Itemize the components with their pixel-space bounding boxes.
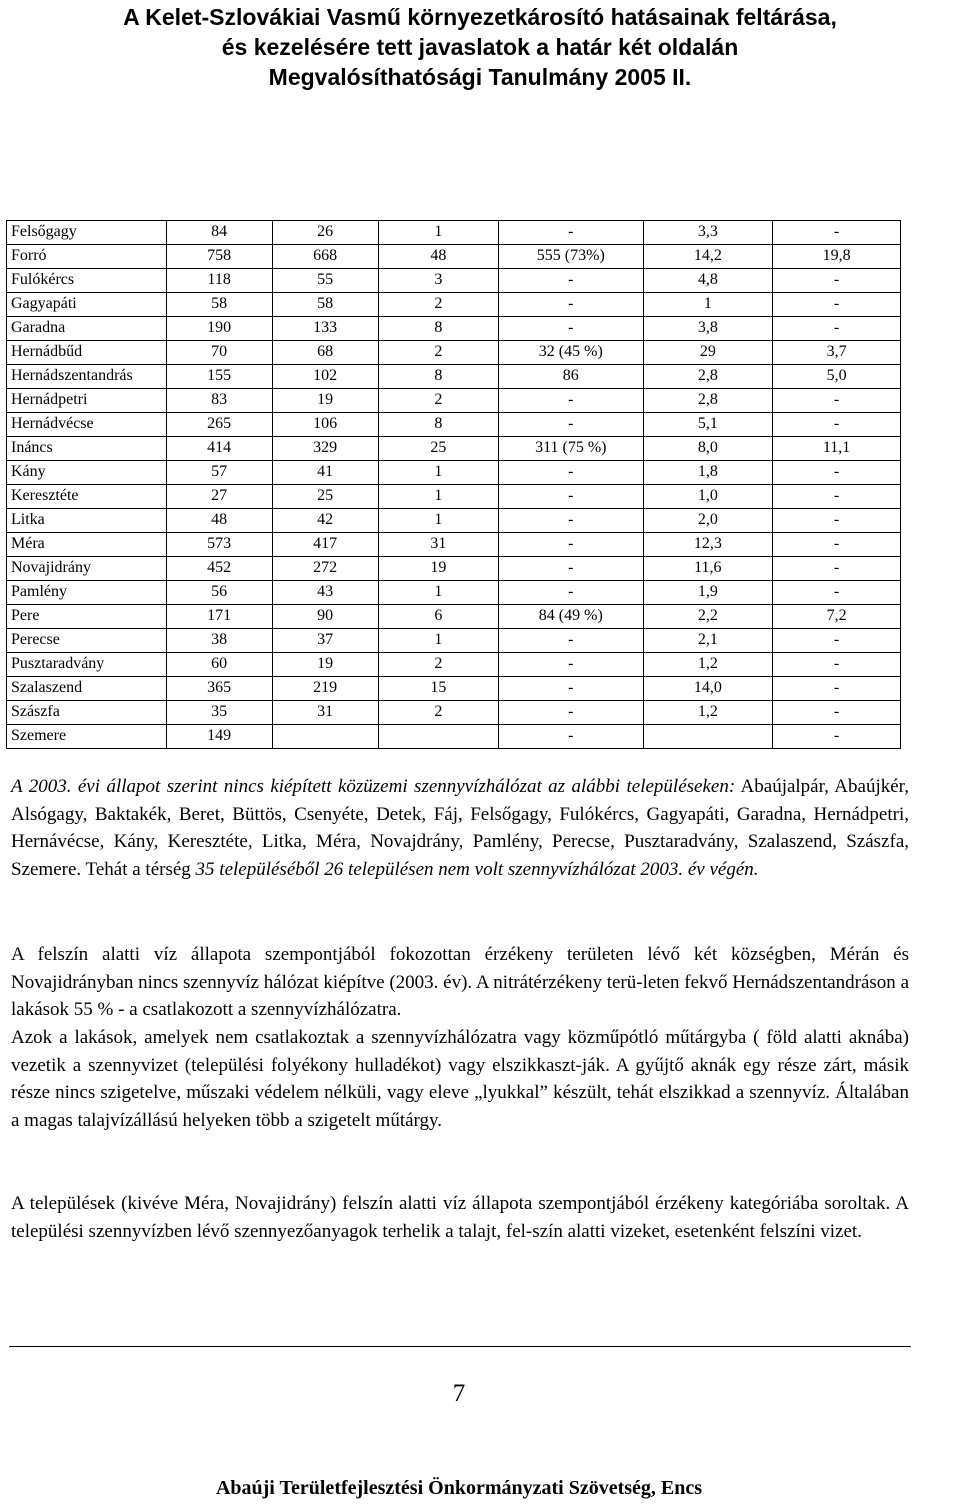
table-cell: 14,2 [643, 245, 773, 269]
settlement-name-cell: Pamlény [7, 581, 167, 605]
table-row [7, 485, 901, 509]
table-cell: - [499, 677, 643, 701]
table-cell: - [773, 653, 901, 677]
table-row [7, 581, 901, 605]
table-cell: 14,0 [643, 677, 773, 701]
table-cell: 19 [272, 389, 378, 413]
table-cell: 29 [643, 341, 773, 365]
table-cell: - [499, 485, 643, 509]
settlement-name-cell: Szemere [7, 725, 167, 749]
table-cell: - [773, 629, 901, 653]
paragraph-3 [11, 1024, 909, 1134]
table-row [7, 605, 901, 629]
table-row [7, 293, 901, 317]
table-cell: 3,7 [773, 341, 901, 365]
document-footer: Abaúji Területfejlesztési Önkormányzati Szövetség, Encs [215, 1477, 703, 1499]
header-line-1: A Kelet-Szlovákiai Vasmű környezetkárosító hatásainak feltárása, [123, 4, 837, 30]
paragraph-4-text: A települések (kivéve Méra, Novajidrány) felszín alatti víz állapota szempontjából érzékeny kategóriába soroltak. A települési szennyvízben lévő szennyezőanyagok terhelik a talajt, fel-szín alatti vizeket, esetenként felszíni vizet. [11, 1193, 909, 1242]
table-cell: 7,2 [773, 605, 901, 629]
table-row [7, 341, 901, 365]
table-cell: 758 [166, 245, 272, 269]
table-cell: 3 [378, 269, 498, 293]
table-cell: 19,8 [773, 245, 901, 269]
settlement-name-cell: Hernádpetri [7, 389, 167, 413]
table-cell: 55 [272, 269, 378, 293]
table-cell: 118 [166, 269, 272, 293]
table-cell: 265 [166, 413, 272, 437]
table-cell: 555 (73%) [499, 245, 643, 269]
settlement-name-cell: Pusztaradvány [7, 653, 167, 677]
table-cell: 1 [378, 485, 498, 509]
table-cell: 41 [272, 461, 378, 485]
table-cell: 1,9 [643, 581, 773, 605]
table-cell: - [499, 629, 643, 653]
table-cell: 1 [643, 293, 773, 317]
table-cell: 15 [378, 677, 498, 701]
table-cell: - [499, 413, 643, 437]
settlement-name-cell: Felsőgagy [7, 221, 167, 245]
paragraph-4 [11, 1190, 909, 1245]
table-cell: 19 [378, 557, 498, 581]
table-row [7, 221, 901, 245]
table-cell: - [499, 461, 643, 485]
table-cell: - [499, 725, 643, 749]
settlement-name-cell: Litka [7, 509, 167, 533]
table-cell: 2,0 [643, 509, 773, 533]
table-cell: 414 [166, 437, 272, 461]
table-cell: 102 [272, 365, 378, 389]
table-cell: 5,1 [643, 413, 773, 437]
table-cell: 2 [378, 293, 498, 317]
table-row [7, 437, 901, 461]
table-cell: - [773, 317, 901, 341]
settlement-name-cell: Kány [7, 461, 167, 485]
table-cell: 25 [378, 437, 498, 461]
table-cell: 43 [272, 581, 378, 605]
table-cell: 1,8 [643, 461, 773, 485]
table-cell: 3,3 [643, 221, 773, 245]
table-cell: 2,8 [643, 389, 773, 413]
table-cell: 48 [166, 509, 272, 533]
settlement-name-cell: Novajidrány [7, 557, 167, 581]
paragraph-3-text: Azok a lakások, amelyek nem csatlakoztak a szennyvízhálózatra vagy közműpótló műtárgyba ( föld alatti aknába) vezetik a szennyvizet (települési folyékony hulladékot) vagy elszikkaszt-ják. A gyűjtő aknák egy része zárt, másik része nincs szigetelve, műszaki védelem nélküli, vagy eleve „lyukkal” készült, tehát elszikkad a szennyvíz. Általában a magas talajvízállású helyeken több a szigetelt műtárgy. [11, 1027, 909, 1131]
table-cell: 86 [499, 365, 643, 389]
table-cell: 2,8 [643, 365, 773, 389]
table-cell: - [499, 269, 643, 293]
table-cell: 1 [378, 581, 498, 605]
settlement-name-cell: Garadna [7, 317, 167, 341]
table-cell: 27 [166, 485, 272, 509]
table-cell: 5,0 [773, 365, 901, 389]
table-row [7, 389, 901, 413]
settlement-table [6, 220, 901, 749]
table-cell: - [773, 677, 901, 701]
settlement-name-cell: Szalaszend [7, 677, 167, 701]
settlement-name-cell: Pere [7, 605, 167, 629]
table-cell: 57 [166, 461, 272, 485]
table-cell: - [773, 293, 901, 317]
table-cell: 2 [378, 389, 498, 413]
table-cell: - [499, 533, 643, 557]
header-line-2: és kezelésére tett javaslatok a határ két oldalán [221, 34, 739, 60]
table-cell: 56 [166, 581, 272, 605]
table-cell: 1 [378, 509, 498, 533]
table-cell: 133 [272, 317, 378, 341]
table-row [7, 365, 901, 389]
table-cell: 70 [166, 341, 272, 365]
table-cell: - [499, 701, 643, 725]
table-cell: 1 [378, 629, 498, 653]
table-cell: - [773, 557, 901, 581]
paragraph-1-intro: A 2003. évi állapot szerint nincs kiépített közüzemi szennyvízhálózat az alábbi településeken: [11, 776, 736, 797]
table-cell: 2 [378, 653, 498, 677]
table-row [7, 269, 901, 293]
table-cell: 190 [166, 317, 272, 341]
table-cell: 106 [272, 413, 378, 437]
table-cell [272, 725, 378, 749]
table-cell: 35 [166, 701, 272, 725]
table-row [7, 245, 901, 269]
table-cell: 8 [378, 413, 498, 437]
table-cell: 11,1 [773, 437, 901, 461]
table-cell: 38 [166, 629, 272, 653]
settlement-name-cell: Hernádbűd [7, 341, 167, 365]
table-cell: - [499, 221, 643, 245]
table-cell: - [773, 509, 901, 533]
table-cell: 171 [166, 605, 272, 629]
table-cell: 272 [272, 557, 378, 581]
paragraph-2-text: A felszín alatti víz állapota szempontjából fokozottan érzékeny területen lévő két községben, Mérán és Novajidrányban nincs szennyvíz hálózat kiépítve (2003. év). A nitrátérzékeny terü-leten fekvő Hernádszentandráson a lakások 55 % - a csatlakozott a szennyvízhálózatra. [11, 944, 909, 1020]
table-cell: 42 [272, 509, 378, 533]
table-cell: - [773, 701, 901, 725]
table-cell: - [773, 413, 901, 437]
table-cell: - [773, 221, 901, 245]
table-cell: - [773, 581, 901, 605]
table-cell: 19 [272, 653, 378, 677]
settlement-name-cell: Hernádszentandrás [7, 365, 167, 389]
table-cell: 84 [166, 221, 272, 245]
table-cell: 68 [272, 341, 378, 365]
settlement-name-cell: Keresztéte [7, 485, 167, 509]
table-row [7, 677, 901, 701]
table-cell: 37 [272, 629, 378, 653]
table-cell: 48 [378, 245, 498, 269]
settlement-name-cell: Forró [7, 245, 167, 269]
header-line-3: Megvalósíthatósági Tanulmány 2005 II. [268, 64, 692, 90]
table-cell: 1 [378, 221, 498, 245]
table-cell: 83 [166, 389, 272, 413]
table-cell: 58 [272, 293, 378, 317]
table-cell: 1,0 [643, 485, 773, 509]
page-number: 7 [452, 1380, 466, 1407]
table-row [7, 461, 901, 485]
table-cell: - [773, 725, 901, 749]
table-cell: 4,8 [643, 269, 773, 293]
table-cell: 155 [166, 365, 272, 389]
table-cell [378, 725, 498, 749]
table-cell: 219 [272, 677, 378, 701]
table-cell: 2,1 [643, 629, 773, 653]
table-cell: 32 (45 %) [499, 341, 643, 365]
table-row [7, 629, 901, 653]
table-row [7, 725, 901, 749]
paragraph-1-list: Abaújalpár, Abaújkér, Alsógagy, Baktakék, Beret, Büttös, Csenyéte, Detek, Fáj, Felsőgagy, Fulókércs, Gagyapáti, Garadna, Hernádpetri, Hernávécse, Kány, Keresztéte, Litka, Méra, Novajdrány, Pamlény, Perecse, Pusztaradvány, Szalaszend, Szászfa, Szemere. Tehát a térség [11, 776, 909, 880]
table-row [7, 413, 901, 437]
paragraph-2 [11, 941, 909, 1024]
table-cell: 8 [378, 317, 498, 341]
table-row [7, 533, 901, 557]
table-cell: 2,2 [643, 605, 773, 629]
footer-divider [9, 1346, 911, 1347]
table-cell: 452 [166, 557, 272, 581]
table-cell: - [773, 533, 901, 557]
table-cell: 31 [272, 701, 378, 725]
table-cell: 3,8 [643, 317, 773, 341]
paragraph-1 [11, 773, 909, 883]
table-cell: 329 [272, 437, 378, 461]
settlement-name-cell: Méra [7, 533, 167, 557]
table-cell: - [499, 293, 643, 317]
table-cell: 149 [166, 725, 272, 749]
table-cell: 1,2 [643, 701, 773, 725]
table-cell: 90 [272, 605, 378, 629]
table-row [7, 653, 901, 677]
table-cell: - [773, 389, 901, 413]
settlement-name-cell: Hernádvécse [7, 413, 167, 437]
table-cell: - [773, 269, 901, 293]
table-cell: - [499, 509, 643, 533]
table-cell: 31 [378, 533, 498, 557]
table-cell: 668 [272, 245, 378, 269]
settlement-name-cell: Gagyapáti [7, 293, 167, 317]
table-row [7, 701, 901, 725]
table-cell [643, 725, 773, 749]
table-cell: 6 [378, 605, 498, 629]
table-cell: - [499, 317, 643, 341]
table-cell: 8 [378, 365, 498, 389]
table-cell: 8,0 [643, 437, 773, 461]
table-cell: 25 [272, 485, 378, 509]
settlement-name-cell: Fulókércs [7, 269, 167, 293]
table-row [7, 557, 901, 581]
table-cell: - [499, 389, 643, 413]
table-cell: 26 [272, 221, 378, 245]
settlement-name-cell: Szászfa [7, 701, 167, 725]
table-cell: 12,3 [643, 533, 773, 557]
document-header [0, 2, 960, 92]
table-cell: - [773, 485, 901, 509]
table-cell: - [773, 461, 901, 485]
table-row [7, 509, 901, 533]
table-cell: 58 [166, 293, 272, 317]
table-cell: 417 [272, 533, 378, 557]
table-cell: 1,2 [643, 653, 773, 677]
table-cell: - [499, 581, 643, 605]
table-cell: 1 [378, 461, 498, 485]
settlement-name-cell: Perecse [7, 629, 167, 653]
table-cell: 11,6 [643, 557, 773, 581]
table-cell: - [499, 653, 643, 677]
table-cell: 2 [378, 341, 498, 365]
paragraph-1-conclusion: 35 településéből 26 településen nem volt szennyvízhálózat 2003. év végén. [195, 858, 759, 880]
table-cell: 573 [166, 533, 272, 557]
table-cell: 84 (49 %) [499, 605, 643, 629]
table-row [7, 317, 901, 341]
table-cell: - [499, 557, 643, 581]
table-cell: 2 [378, 701, 498, 725]
table-cell: 311 (75 %) [499, 437, 643, 461]
table-cell: 60 [166, 653, 272, 677]
settlement-name-cell: Ináncs [7, 437, 167, 461]
table-cell: 365 [166, 677, 272, 701]
